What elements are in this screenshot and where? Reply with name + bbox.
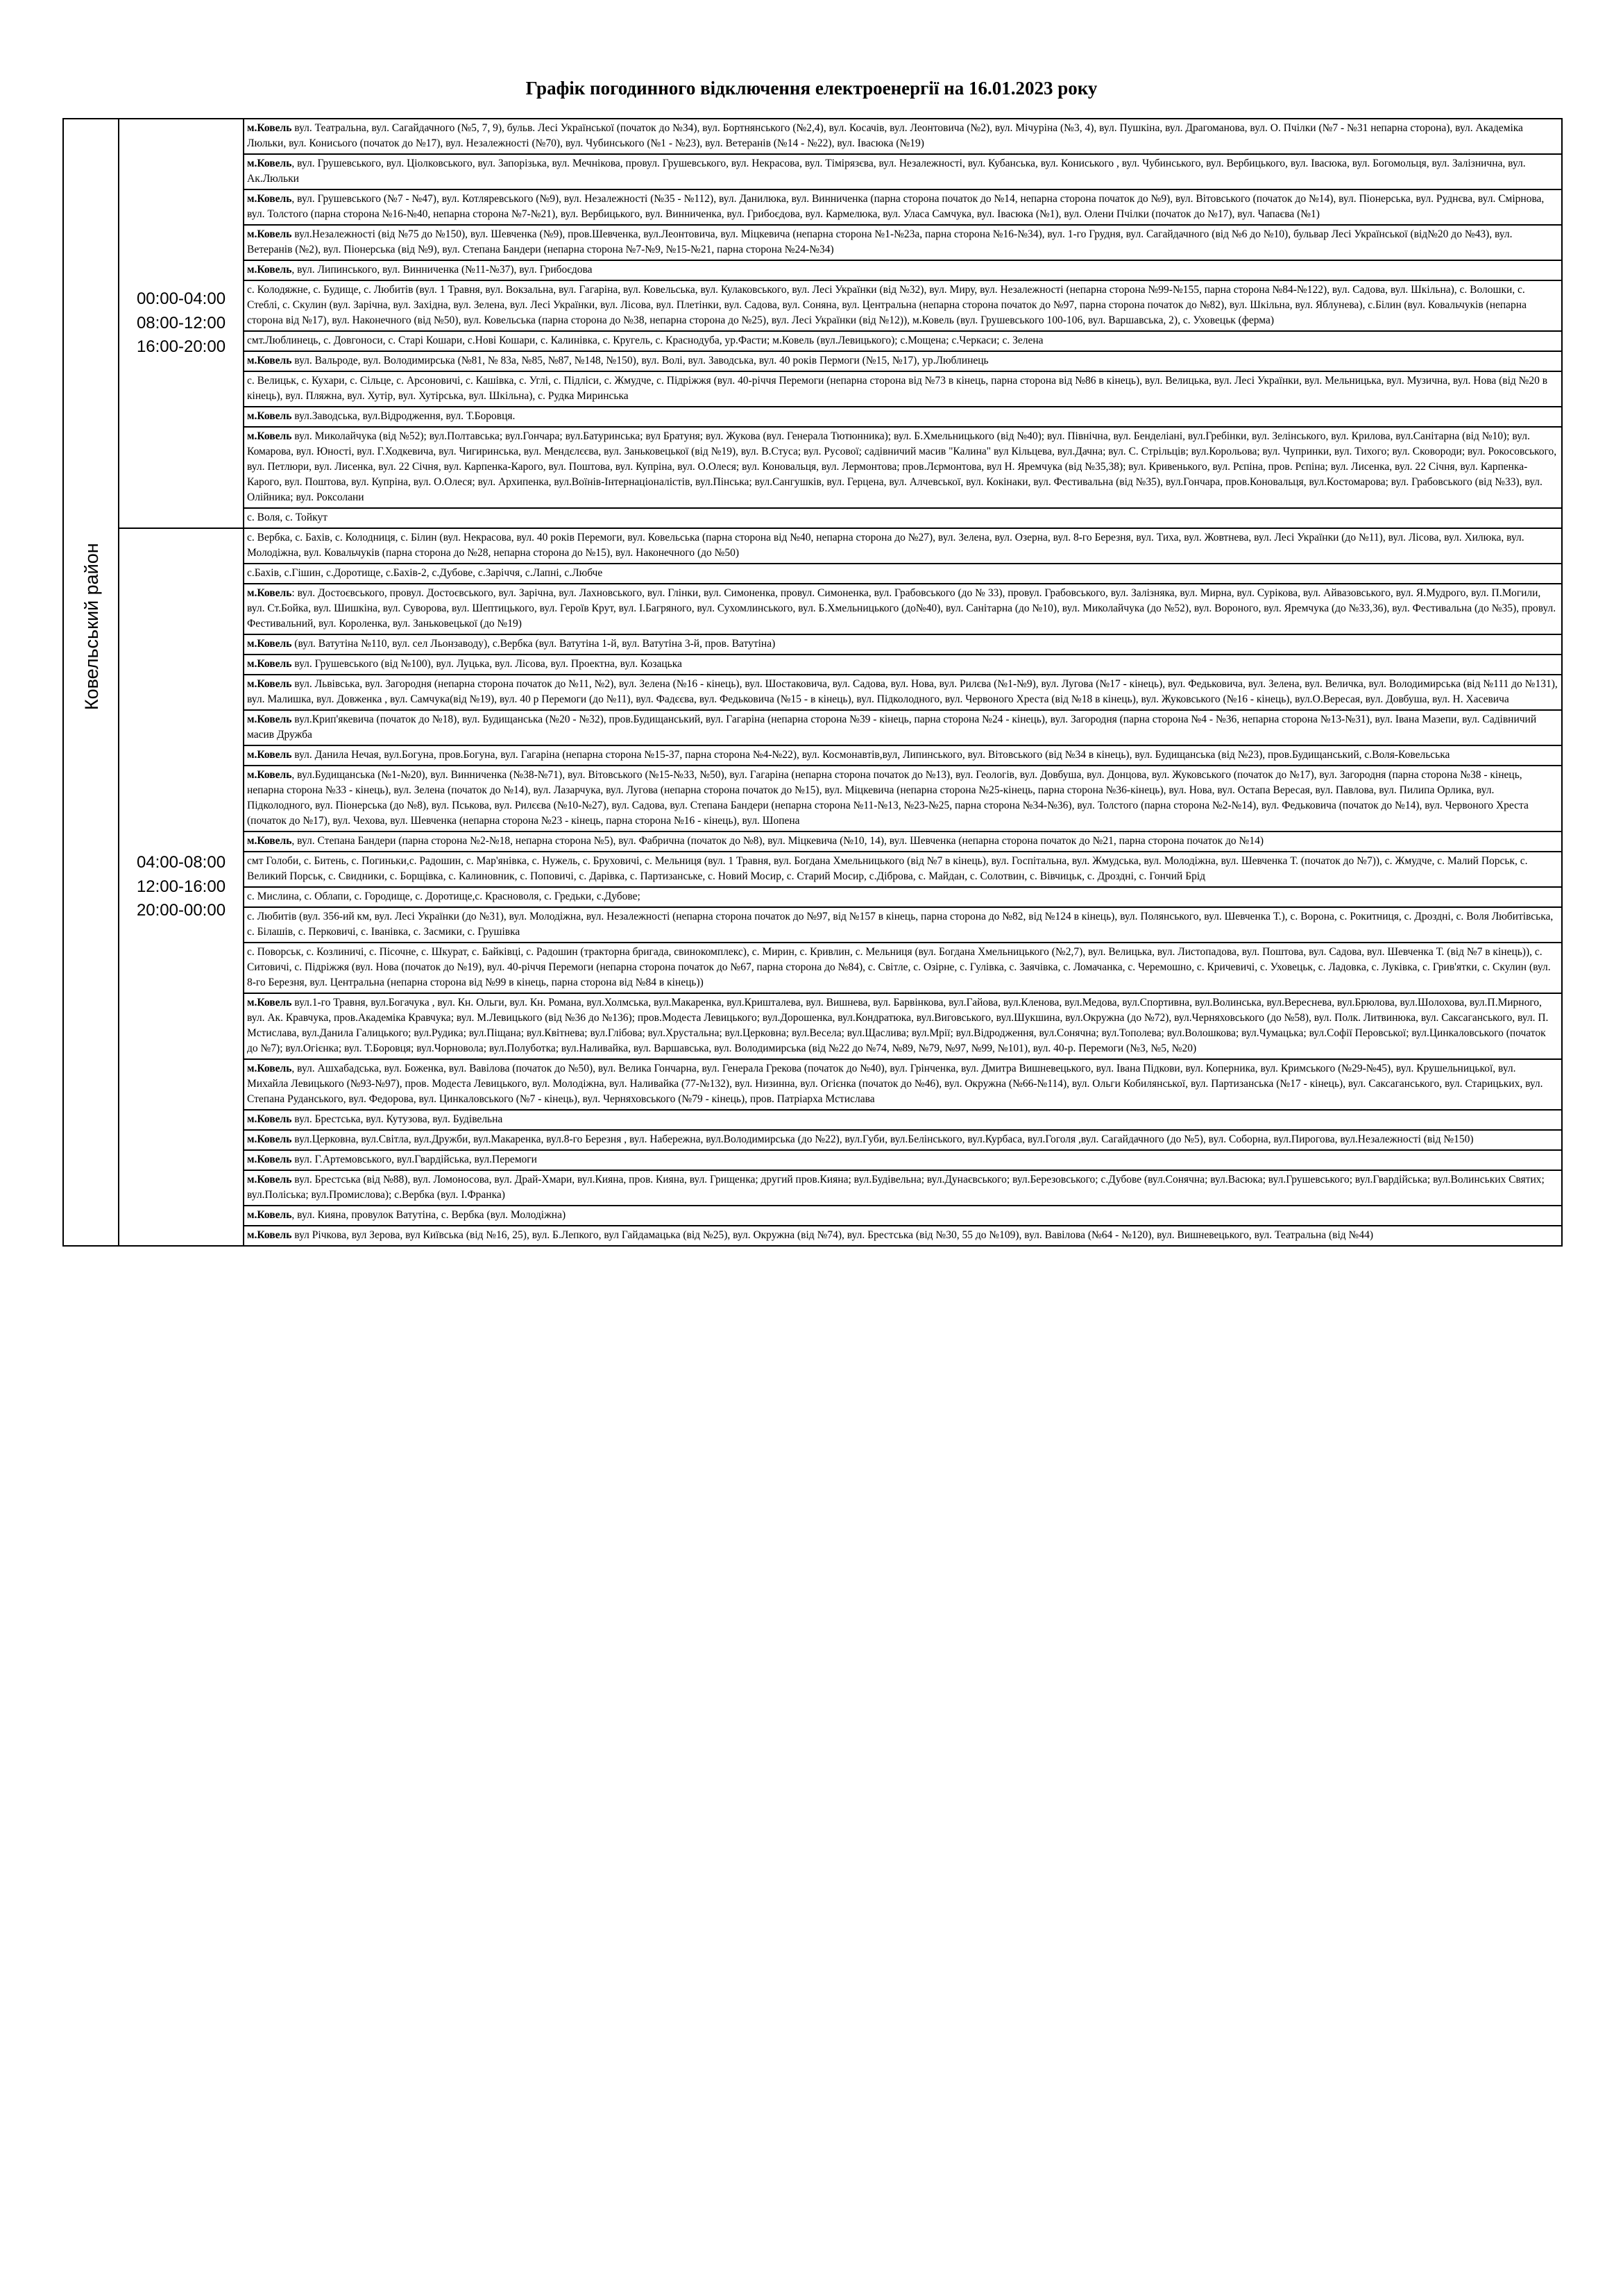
address-text: с.Бахів, с.Гішин, с.Доротище, с.Бахів-2, с.Дубове, с.Заріччя, с.Лапні, с.Любче	[247, 567, 603, 579]
table-row	[63, 1206, 1562, 1226]
address-cell	[244, 745, 1562, 766]
address-cell	[244, 1130, 1562, 1150]
address-cell	[244, 154, 1562, 189]
city-label: м.Ковель	[247, 769, 292, 781]
address-text: , вул. Кияна, провулок Ватутіна, с. Вербка (вул. Молодіжна)	[291, 1209, 566, 1221]
table-row	[63, 766, 1562, 832]
table-row	[63, 655, 1562, 675]
address-cell	[244, 1059, 1562, 1110]
address-text: смт Голоби, с. Битень, с. Погиньки,с. Радошин, с. Мар'янівка, с. Нужель, с. Бруховичі, с. Мельниця (вул. 1 Травня, вул. Богдана Хмельницького (від №7 в кінець), вул. Госпітальна, вул. Жмудська, вул. Молодіжна, вул. Шевченка Т. (початок до №7)), с. Жмудче, с. Малий Порськ, с. Великий Порськ, с. Свидники, с. Борщівка, с. Калиновник, с. Поповичі, с. Дарівка, с. Партизанське, с. Новий Мосир, с. Старий Мосир, с.Діброва, с. Майдан, с. Солотвин, с. Вівчицьк, с. Дроздні, с. Гончий Брід	[247, 855, 1528, 882]
address-text: вул. Театральна, вул. Сагайдачного (№5, 7, 9), бульв. Лесі Української (початок до №34), вул. Бортнянського (№2,4), вул. Косачів, вул. Леонтовича (№2), вул. Мічуріна (№3, 4), вул. Пушкіна, вул. Драгоманова, вул. О. Пчілки (№7 - №31 непарна сторона), вул. Академіка Люльки, вул. Конисього (початок до №17), вул. Незалежності (№70), вул. Чубинського (№1 - №23), вул. Ветеранів (№14 - №22), вул. Івасюка (№19)	[247, 122, 1523, 149]
address-cell	[244, 351, 1562, 371]
address-cell	[244, 225, 1562, 260]
address-text: вул.Крип'якевича (початок до №18), вул. Будищанська (№20 - №32), пров.Будищанський, вул. Гагаріна (непарна сторона №39 - кінець, парна сторона №24 - кінець), вул. Загородня (парна сторона №4 - №36, непарна сторона №13-№31), вул. Івана Мазепи, вул. Садівничий масив Дружба	[247, 714, 1537, 741]
outage-time-slot: 12:00-16:00	[136, 877, 226, 896]
outage-time-slot: 00:00-04:00	[136, 289, 226, 308]
address-cell	[244, 907, 1562, 943]
district-label: Ковельський район	[80, 543, 102, 710]
address-cell	[244, 1110, 1562, 1130]
address-text: с. Вербка, с. Бахів, с. Колодниця, с. Білин (вул. Некрасова, вул. 40 років Перемоги, вул. Ковельська (парна сторона від №40, непарна сторона до №27), вул. Зелена, вул. Озерна, вул. 8-го Березня, вул. Тиха, вул. Жовтнева, вул. Лесі Українки (до №11), вул. Лісова, вул. Хилюка, вул. Молодіжна, вул. Ковальчуків (парна сторона до №28, непарна сторона до №15), вул. Наконечного (до №50)	[247, 532, 1524, 559]
address-cell	[244, 528, 1562, 564]
address-text: вул.Незалежності (від №75 до №150), вул. Шевченка (№9), пров.Шевченка, вул.Леонтовича, вул. Міцкевича (непарна сторона №1-№23а, парна сторона №16-№34), вул. 1-го Грудня, вул. Сагайдачного (від №6 до №10), бульвар Лесі Української (від№20 до №43), вул. Ветеранів (№2), вул. Піонерська (від №9), вул. Степана Бандери (непарна сторона №7-№9, №15-№21, парна сторона №24-№34)	[247, 228, 1513, 255]
address-cell	[244, 189, 1562, 225]
outage-time-cell	[119, 119, 244, 528]
address-text: с. Мислина, с. Облапи, с. Городище, с. Доротище,с. Красноволя, с. Гредьки, с.Дубове;	[247, 890, 640, 902]
address-cell	[244, 508, 1562, 528]
outage-time-slot: 16:00-20:00	[136, 337, 226, 357]
address-text: вул Річкова, вул Зерова, вул Київська (від №16, 25), вул. Б.Лепкого, вул Гайдамацька (від №25), вул. Окружна (від №74), вул. Брестська (від №30, 55 до №109), вул. Вавілова (№64 - №120), вул. Вишневецького, вул. Театральна (від №44)	[291, 1229, 1374, 1241]
table-row	[63, 528, 1562, 564]
city-label: м.Ковель	[247, 1154, 292, 1165]
table-row	[63, 351, 1562, 371]
address-text: : вул. Достоєвського, провул. Достоєвського, вул. Зарічна, вул. Лахновського, вул. Глінки, вул. Симоненка, провул. Симоненка, вул. Грабовського (до № 33), провул. Грабовського, вул. Залізняка, вул. Мирна, вул. Сурікова, вул. Айвазовського, вул. Я.Мудрого, вул. П.Могили, вул. Ст.Бойка, вул. Шишкіна, вул. Суворова, вул. Шептицького, вул. Героїв Крут, вул. І.Багряного, вул. Сухомлинського, вул. Б.Хмельницького (до№40), вул. Санітарна (до №10), вул. Миколайчука (до №52), вул. Вороного, вул. Яремчука (до №33,36), вул. Фестивальна (до №35), провул. Фестивальний, вул. Короленка, вул. Заньковецької (до №19)	[247, 587, 1556, 630]
address-text: , вул.Будищанська (№1-№20), вул. Винниченка (№38-№71), вул. Вітовського (№15-№33, №50), вул. Гагаріна (непарна сторона початок до №13), вул. Геологів, вул. Довбуша, вул. Донцова, вул. Жуковського (початок до №17), вул. Загородня (парна сторона №38 - кінець, непарна сторона №33 - кінець), вул. Зелена (початок до №14), вул. Лазарчука, вул. Лугова (непарна сторона початок до №15), вул. Міцкевича (непарна сторона №25-кінець, парна сторона №36-кінець), вул. Нова, вул. Остапа Вересая, вул. Павлова, вул. Пилипа Орлика, вул. Підколодного, вул. Піонерська (до №8), вул. Пськова, вул. Рилєєва (№10-№27), вул. Садова, вул. Степана Бандери (непарна сторона №11-№13, №23-№25, парна сторона №34-№36), вул. Толстого (парна сторона №2-№14), вул. Федьковича (початок до №14), вул. Червоного Хреста (початок до №17), вул. Чехова, вул. Шевченка (непарна сторона №23 - кінець, парна сторона №16 - кінець), вул. Шопена	[247, 769, 1529, 827]
city-label: м.Ковель	[247, 122, 292, 134]
table-row	[63, 564, 1562, 584]
address-text: , вул. Ашхабадська, вул. Боженка, вул. Вавілова (початок до №50), вул. Велика Гончарна, вул. Генерала Грекова (початок до №40), вул. Грінченка, вул. Дмитра Вишневецького, вул. Івана Підкови, вул. Коперника, вул. Кримського (№29-№45), вул. Крушельницької, вул. Михайла Левицького (№93-№97), пров. Модеста Левицького, вул. Молодіжна, вул. Наливайка (77-№132), вул. Низинна, вул. Огієнка (початок до №46), вул. Окружна (№66-№114), вул. Ольги Кобилянської, вул. Партизанська (№17 - кінець), вул. Саксаганського, вул. Старицьких, вул. Степана Руданського, вул. Федорова, вул. Цинкаловського (№7 - кінець), вул. Черняховського (№79 - кінець), пров. Патріарха Мстислава	[247, 1063, 1543, 1105]
table-row	[63, 427, 1562, 508]
address-text: вул.Заводська, вул.Відродження, вул. Т.Боровця.	[291, 410, 516, 422]
address-cell	[244, 407, 1562, 427]
address-text: с. Велицьк, с. Кухари, с. Сільце, с. Арсоновичі, с. Кашівка, с. Углі, с. Підліси, с. Жмудче, с. Підріжжя (вул. 40-річчя Перемоги (непарна сторона від №73 в кінець, парна сторона від №86 в кінець), вул. Велицька, вул. Лесі Українки, вул. Мельницька, вул. Музична, вул. Нова (від №20 в кінець), вул. Пляжна, вул. Хутір, вул. Хутірська, вул. Шкільна), с. Рудка Миринська	[247, 375, 1548, 402]
table-row	[63, 943, 1562, 993]
table-row	[63, 280, 1562, 331]
address-cell	[244, 832, 1562, 852]
address-text: смт.Люблинець, с. Довгоноси, с. Старі Кошари, с.Нові Кошари, с. Калинівка, с. Кругель, с. Краснодуба, ур.Фасти; м.Ковель (вул.Левицького); с.Мощена; с.Черкаси; с. Зелена	[247, 335, 1044, 346]
outage-time-slot: 04:00-08:00	[136, 852, 226, 872]
address-text: с. Любитів (вул. 356-ий км, вул. Лесі Українки (до №31), вул. Молодіжна, вул. Незалежності (непарна сторона початок до №97, від №157 в кінець, парна сторона до №82, від №124 в кінець), вул. Полянського, вул. Шевченка Т.), с. Ворона, с. Рокитниця, с. Дроздні, с. Воля Любитівська, с. Білашів, с. Перковичі, с. Іванівка, с. Засмики, с. Грушівка	[247, 911, 1554, 938]
address-cell	[244, 993, 1562, 1059]
table-row	[63, 675, 1562, 710]
table-row	[63, 225, 1562, 260]
table-row	[63, 710, 1562, 745]
city-label: м.Ковель	[247, 678, 292, 690]
table-row	[63, 1110, 1562, 1130]
table-row	[63, 1130, 1562, 1150]
address-cell	[244, 331, 1562, 351]
address-cell	[244, 260, 1562, 280]
address-text: вул. Г.Артемовського, вул.Гвардійська, вул.Перемоги	[291, 1154, 537, 1165]
outage-time-slot: 20:00-00:00	[136, 901, 226, 920]
address-cell	[244, 427, 1562, 508]
city-label: м.Ковель	[247, 587, 292, 599]
address-cell	[244, 584, 1562, 634]
city-label: м.Ковель	[247, 355, 292, 366]
address-text: с. Колодяжне, с. Будище, с. Любитів (вул. 1 Травня, вул. Вокзальна, вул. Гагаріна, вул. Ковельська, вул. Кулаковського, вул. Лесі Українки (від №32), вул. Миру, вул. Незалежності (непарна сторона №99-№155, парна сторона №84-№122), вул. Садова, вул. Шкільна), с. Волошки, с. Стеблі, с. Скулин (вул. Зарічна, вул. Західна, вул. Зелена, вул. Лесі Українки, вул. Лісова, вул. Плетінки, вул. Садова, вул. Соняна, вул. Центральна (непарна сторона початок до №97, парна сторона початок до №82), вул. Шкільна, вул. Яблунева), с.Білин (вул. Ковальчуків (непарна сторона від №17), вул. Наконечного (від №50), вул. Ковельська (парна сторона до №38, непарна сторона до №25), вул. Лесі Українки (від №12)), м.Ковель (вул. Грушевського 100-106, вул. Варшавська, 2), с. Уховецьк (ферма)	[247, 284, 1527, 326]
table-row	[63, 993, 1562, 1059]
city-label: м.Ковель	[247, 997, 292, 1008]
outage-schedule-table	[62, 118, 1563, 1247]
address-text: , вул. Грушевського (№7 - №47), вул. Котляревського (№9), вул. Незалежності (№35 - №112), вул. Данилюка, вул. Винниченка (парна сторона початок до №14, непарна сторона початок до №9), вул. Вітовського (початок до №14), вул. Піонерська, вул. Руднєва, вул. Смірнова, вул. Толстого (парна сторона №16-№40, непарна сторона №7-№21), вул. Вербицького, вул. Винниченка, вул. Грибоєдова, вул. Кармелюка, вул. Уласа Самчука, вул. Івасюка (№1), вул. Олени Пчілки (початок до №17), вул. Чапаєва (№1)	[247, 193, 1545, 220]
outage-time-slot: 08:00-12:00	[136, 313, 226, 332]
table-row	[63, 584, 1562, 634]
address-text: вул.Церковна, вул.Світла, вул.Дружби, вул.Макаренка, вул.8-го Березня , вул. Набережна, вул.Володимирська (до №22), вул.Губи, вул.Белінського, вул.Курбаса, вул.Гоголя ,вул. Сагайдачного (до №5), вул. Соборна, вул.Пирогова, вул.Незалежності (від №150)	[291, 1133, 1474, 1145]
address-text: вул.1-го Травня, вул.Богачука , вул. Кн. Ольги, вул. Кн. Романа, вул.Холмська, вул.Макаренка, вул.Кришталева, вул. Вишнева, вул. Барвінкова, вул.Гайова, вул.Кленова, вул.Медова, вул.Спортивна, вул.Волинська, вул.Вереснева, вул.Брюлова, вул.Шолохова, вул.П.Мирного, вул. Ак. Кравчука, пров.Академіка Кравчука; вул. М.Левицького (від №36 до №136); пров.Модеста Левицького; вул.Дорошенка, вул.Кондратюка, вул.Виговського, вул.Шукшина, вул.Окружна (до №72), вул.Черняховського (до №58), вул. Полк. Литвинюка, вул. Саксаганського, вул. П. Мстислава, вул.Данила Галицького; вул.Рудика; вул.Піщана; вул.Квітнева; вул.Глібова; вул.Хрустальна; вул.Церковна; вул.Весела; вул.Щаслива; вул.Мрії; вул.Відродження, вул.Сонячна; вул.Тополева; вул.Волошкова; вул.Чумацька; вул.Софії Перовської; вул.Цинкаловського (початок до №7); вул.Огієнка; вул. Т.Боровця; вул.Чорновола; вул.Полуботка; вул.Наливайка, вул. Варшавська, вул. Володимирська (від №22 до №74, №89, №79, №97, №99, №101), вул. 40-р. Перемоги (№3, №5, №20)	[247, 997, 1549, 1054]
table-row	[63, 852, 1562, 887]
table-row	[63, 260, 1562, 280]
table-row	[63, 1226, 1562, 1246]
table-row	[63, 189, 1562, 225]
table-row	[63, 832, 1562, 852]
table-row	[63, 331, 1562, 351]
address-cell	[244, 710, 1562, 745]
table-row	[63, 407, 1562, 427]
city-label: м.Ковель	[247, 1133, 292, 1145]
table-row	[63, 887, 1562, 907]
table-row	[63, 907, 1562, 943]
address-text: вул. Брестська, вул. Кутузова, вул. Будівельна	[291, 1113, 503, 1125]
table-row	[63, 1170, 1562, 1206]
city-label: м.Ковель	[247, 1063, 292, 1074]
address-cell	[244, 943, 1562, 993]
address-text: вул. Львівська, вул. Загородня (непарна сторона початок до №11, №2), вул. Зелена (№16 - кінець), вул. Шостаковича, вул. Садова, вул. Нова, вул. Рилєва (№1-№9), вул. Лугова (№17 - кінець), вул. Федьковича, вул. Зелена, вул. Величка, вул. Володимирська (від №111 до №131), вул. Малишка, вул. Довженка , вул. Самчука(від №19), вул. 40 р Перемоги (до №11), вул. Фадєєва, вул. Федьковича (№15 - в кінець), вул. Підколодного, вул. Червоного Хреста (від №18 в кінець), вул. Жуковського (№16 - кінець), вул.О.Вересая, вул. Довбуша, вул. Н. Хасевича	[247, 678, 1558, 705]
city-label: м.Ковель	[247, 158, 292, 169]
address-text: вул. Грушевського (від №100), вул. Луцька, вул. Лісова, вул. Проектна, вул. Козацька	[291, 658, 682, 670]
address-cell	[244, 1206, 1562, 1226]
page-title: Графік погодинного відключення електроенергії на 16.01.2023 року	[525, 78, 1098, 99]
city-label: м.Ковель	[247, 410, 292, 422]
city-label: м.Ковель	[247, 835, 292, 847]
address-cell	[244, 655, 1562, 675]
city-label: м.Ковель	[247, 1113, 292, 1125]
city-label: м.Ковель	[247, 638, 292, 650]
address-cell	[244, 119, 1562, 154]
outage-time-cell	[119, 528, 244, 1246]
table-row	[63, 745, 1562, 766]
address-cell	[244, 1226, 1562, 1246]
city-label: м.Ковель	[247, 1229, 292, 1241]
city-label: м.Ковель	[247, 228, 292, 240]
city-label: м.Ковель	[247, 430, 292, 442]
city-label: м.Ковель	[247, 714, 292, 725]
city-label: м.Ковель	[247, 193, 292, 205]
address-cell	[244, 887, 1562, 907]
address-text: (вул. Ватутіна №110, вул. сел Льонзаводу), с.Вербка (вул. Ватутіна 1-й, вул. Ватутіна 3-й, пров. Ватутіна)	[291, 638, 776, 650]
city-label: м.Ковель	[247, 749, 292, 761]
table-row	[63, 1150, 1562, 1170]
address-text: с. Поворськ, с. Козлиничі, с. Пісочне, с. Шкурат, с. Байківці, с. Радошин (тракторна бригада, свинокомплекс), с. Мирин, с. Кривлин, с. Мельниця (вул. Богдана Хмельницького (№2,7), вул. Велицька, вул. Листопадова, вул. Поштова, вул. Садова, вул. Шевченка Т. (від №7 в кінець)), с. Ситовичі, с. Підріжжя (вул. Нова (початок до №19), вул. 40-річчя Перемоги (непарна сторона початок до №67, парна сторона до №84), с. Світле, с. Озірне, с. Гулівка, с. Заячівка, с. Ломачанка, с. Черемошно, с. Кричевичі, с. Уховецьк, с. Ладовка, с. Луківка, с. Грив'ятки, с. Скулин (вул. 8-го Березня, вул. Центральна (непарна сторона від №99 в кінець, парна сторона від №84 в кінець))	[247, 946, 1551, 988]
address-cell	[244, 852, 1562, 887]
address-text: вул. Брестська (від №88), вул. Ломоносова, вул. Драй-Хмари, вул.Кияна, пров. Кияна, вул. Грищенка; другий пров.Кияна; вул.Будівельна; вул.Дунаєвського; вул.Березовського; с.Дубове (вул.Сонячна; вул.Васюка; вул.Грушевського; вул.Гвардійська; вул.Волинських Святих; вул.Поліська; вул.Промислова); с.Вербка (вул. І.Франка)	[247, 1174, 1545, 1201]
address-text: вул. Вальроде, вул. Володимирська (№81, № 83а, №85, №87, №148, №150), вул. Волі, вул. Заводська, вул. 40 років Пермоги (№15, №17), ур.Люблинець	[291, 355, 989, 366]
table-row	[63, 508, 1562, 528]
address-cell	[244, 1170, 1562, 1206]
address-text: вул. Данила Нечая, вул.Богуна, пров.Богуна, вул. Гагаріна (непарна сторона №15-37, парна сторона №4-№22), вул. Космонавтів,вул, Липинського, вул. Вітовського (від №34 в кінець), вул. Будищанська (від №23), пров.Будищанський, с.Воля-Ковельська	[291, 749, 1450, 761]
address-text: , вул. Липинського, вул. Винниченка (№11-№37), вул. Грибоєдова	[291, 264, 593, 276]
city-label: м.Ковель	[247, 1174, 292, 1185]
address-cell	[244, 371, 1562, 407]
address-cell	[244, 766, 1562, 832]
city-label: м.Ковель	[247, 264, 292, 276]
table-row	[63, 119, 1562, 154]
city-label: м.Ковель	[247, 658, 292, 670]
address-text: , вул. Степана Бандери (парна сторона №2-№18, непарна сторона №5), вул. Фабрична (початок до №8), вул. Міцкевича (№10, 14), вул. Шевченка (непарна сторона початок до №21, парна сторона початок до №14)	[291, 835, 1264, 847]
address-cell	[244, 564, 1562, 584]
address-text: вул. Миколайчука (від №52); вул.Полтавська; вул.Гончара; вул.Батуринська; вул Братуня; вул. Жукова (вул. Генерала Тютюнника); вул. Б.Хмельницького (від №40); вул. Північна, вул. Бенделіані, вул.Гребінки, вул. Зелінського, вул. Крилова, вул.Санітарна (від №10); вул. Комарова, вул. Юності, вул. Г.Ходкевича, вул. Чигиринська, вул. Мендєлєєва, вул. Заньковецької (від №19), вул. В.Стуса; вул. Русової; садівничий масив "Калина" вул Кільцева, вул.Дачна; вул. С. Стрільців; вул.Корольова; вул. Чупринки, вул. Тихого; вул. Сковороди; вул. Рокосовського, вул. Петлюри, вул. Лисенка, вул. 22 Січня, вул. Карпенка-Карого, вул. Поштова, вул. Купріна, вул. О.Олеся; вул. Коновальця, вул. Лермонтова; пров.Лєрмонтова, вул Н. Яремчука (від №35,38); вул. Кривенького, вул. Рєпіна, пров. Рєпіна; вул. Лисенка, вул. 22 Січня, вул. Карпенка-Карого, вул. Поштова, вул. Купріна, вул. О.Олеся; вул. Архипенка, вул.Воїнів-Інтернаціоналістів, вул.Пінська; вул.Сангушків, вул. Герцена, вул. Алчевської, вул. Кокінаки, вул. Фестивальна (від №35), вул.Гончара, пров.Коновальця, вул.Костомарова; вул. Грабовського (від №33), вул. Олійника; вул. Роксолани	[247, 430, 1557, 503]
table-row	[63, 371, 1562, 407]
table-row	[63, 1059, 1562, 1110]
district-cell	[63, 119, 119, 1246]
address-text: с. Воля, с. Тойкут	[247, 512, 328, 523]
address-cell	[244, 1150, 1562, 1170]
address-text: , вул. Грушевського, вул. Ціолковського, вул. Запорізька, вул. Мечнікова, провул. Грушевського, вул. Некрасова, вул. Тімірязєва, вул. Незалежності, вул. Кубанська, вул. Кониського , вул. Чубинського, вул. Вербицького, вул. Івасюка, вул. Богомольця, вул. Залізнична, вул. Ак.Люльки	[247, 158, 1526, 185]
table-row	[63, 634, 1562, 655]
address-cell	[244, 634, 1562, 655]
address-cell	[244, 675, 1562, 710]
address-cell	[244, 280, 1562, 331]
table-row	[63, 154, 1562, 189]
city-label: м.Ковель	[247, 1209, 292, 1221]
